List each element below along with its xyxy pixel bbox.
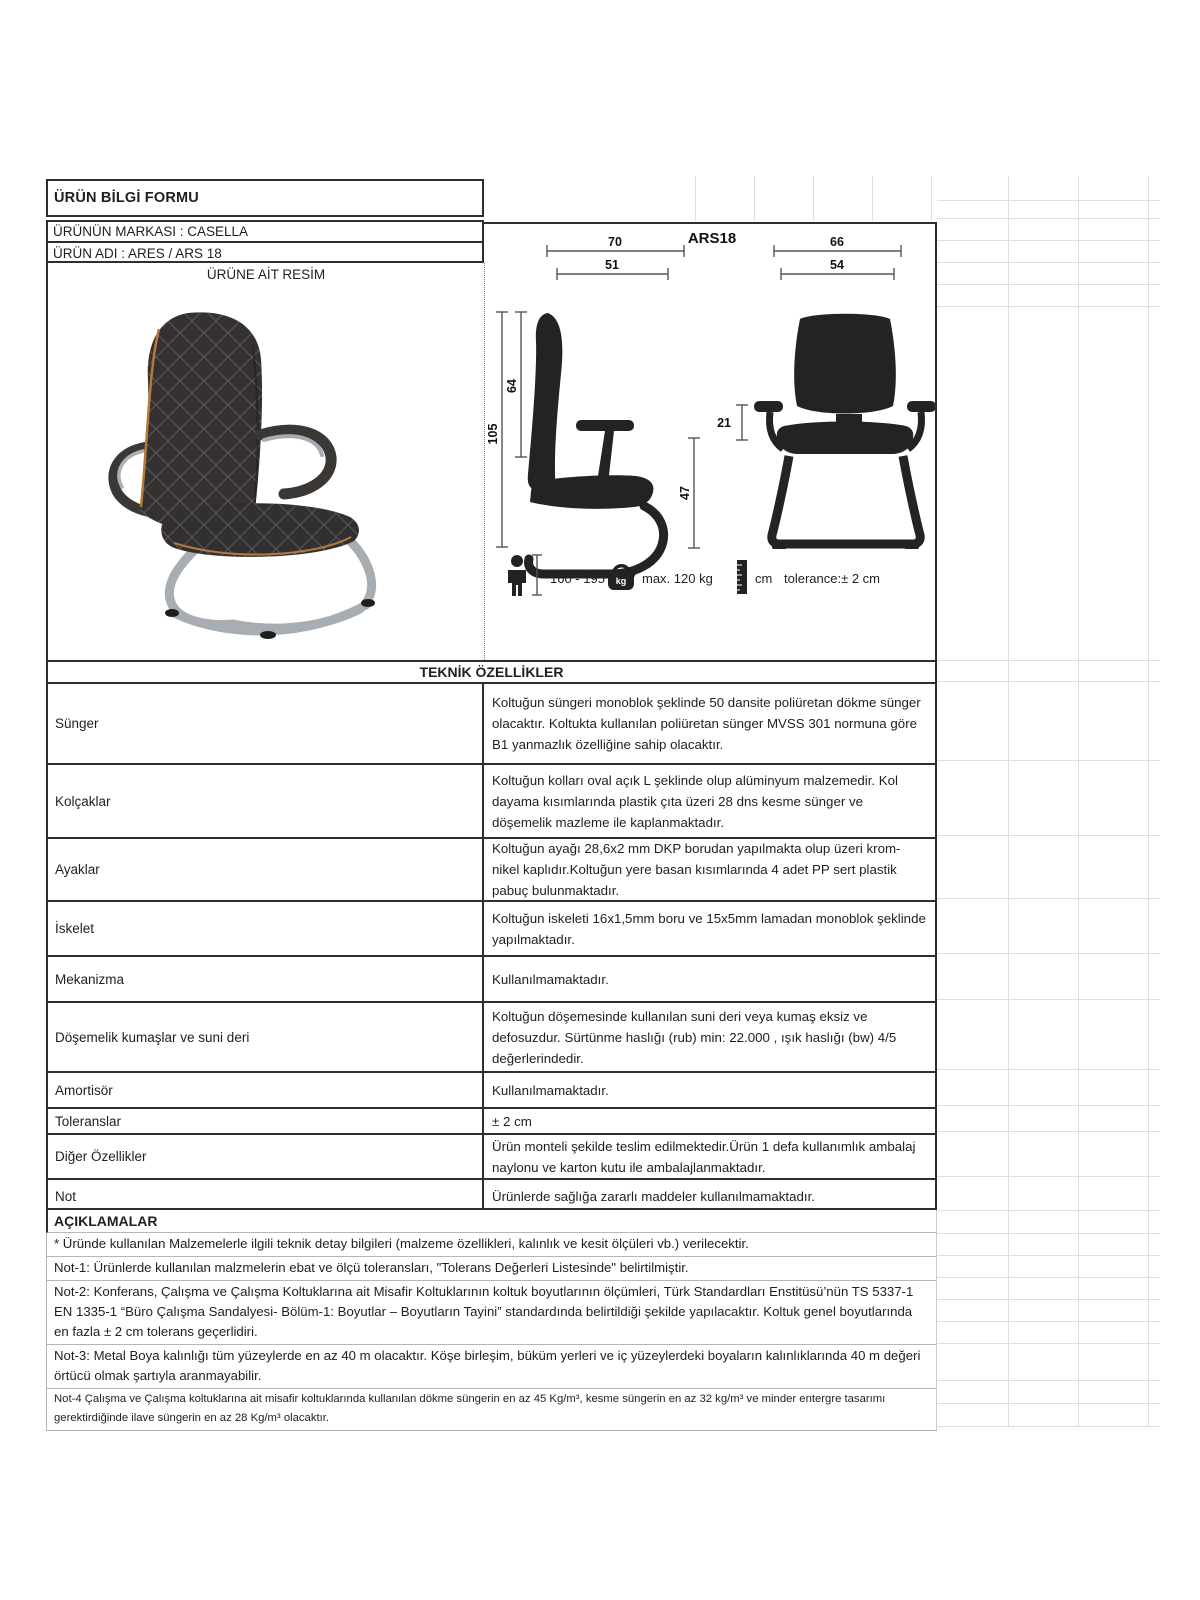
tech-spec-value: Koltuğun ayağı 28,6x2 mm DKP borudan yapılmakta olup üzeri krom-nikel kaplıdır.Koltuğun yere basan kısımlarında 4 adet PP sert plastik pabuç bulunmaktadır. bbox=[492, 841, 901, 898]
dim-side-width-top-value: 70 bbox=[608, 235, 622, 249]
note-row: Not-1: Ürünlerde kullanılan malzmelerin ebat ve ölçü toleransları, "Tolerans Değerleri Listesinde" belirtilmiştir. bbox=[46, 1257, 937, 1281]
dim-side-height-back-value: 64 bbox=[505, 379, 519, 393]
notes-list bbox=[46, 1233, 937, 1431]
dim-back-arm-height bbox=[736, 405, 748, 440]
note-row: Not-2: Konferans, Çalışma ve Çalışma Koltuklarına ait Misafir Koltuklarının koltuk boyutlarının ölçümleri, Türk Standardları Enstitüsü’nün TS 5337-1 EN 1335-1 “Büro Çalışma Sandalyesi- Bölüm-1: Boyutlar – Boyutların Tayini” standardında belirtildiği şekilde yapılacaktır. Koltuk genel boyutlarında en fazla ± 2 cm tolerans geçerlidiri. bbox=[46, 1281, 937, 1345]
back-view-drawing bbox=[754, 314, 935, 549]
tech-spec-label: Kolçaklar bbox=[48, 765, 484, 837]
form-title-box bbox=[46, 179, 484, 217]
dimension-diagram bbox=[484, 224, 935, 660]
tech-spec-row bbox=[48, 684, 935, 763]
near-armrest bbox=[260, 430, 331, 494]
dim-side-width-seat-value: 51 bbox=[605, 258, 619, 272]
tech-spec-label: Ayaklar bbox=[48, 839, 484, 900]
person-range-label: 160 - 195 bbox=[550, 571, 605, 586]
tech-spec-value: Koltuğun iskeleti 16x1,5mm boru ve 15x5mm lamadan monoblok şeklinde yapılmaktadır. bbox=[492, 910, 926, 947]
tech-spec-row bbox=[48, 1178, 935, 1210]
product-photo-cell bbox=[46, 285, 484, 660]
tech-spec-value: Koltuğun süngeri monoblok şeklinde 50 dansite poliüretan dökme sünger olacaktır. Koltukta kullanılan poliüretan sünger MVSS 301 normuna göre B1 yanmazlık özelliğine sahip olacaktır. bbox=[492, 695, 921, 752]
notes-section-title: AÇIKLAMALAR bbox=[46, 1210, 937, 1233]
dim-back-arm-height-value: 21 bbox=[717, 416, 731, 430]
chair-backrest bbox=[140, 312, 262, 531]
tech-spec-label: Amortisör bbox=[48, 1073, 484, 1107]
tech-spec-label: Diğer Özellikler bbox=[48, 1135, 484, 1178]
side-view-drawing bbox=[528, 313, 664, 578]
tech-spec-row bbox=[48, 763, 935, 837]
unit-label: cm bbox=[755, 571, 773, 586]
tech-spec-value: ± 2 cm bbox=[492, 1113, 532, 1129]
tech-spec-value: Ürün monteli şekilde teslim edilmektedir.Ürün 1 defa kullanımlık ambalaj naylonu ve karton kutu ile ambalajlanmaktadır. bbox=[492, 1138, 916, 1175]
tolerance-label: tolerance:± 2 cm bbox=[784, 571, 881, 586]
technical-specs-table bbox=[46, 660, 937, 1210]
dim-side-height-seat-value: 47 bbox=[678, 486, 692, 500]
chair-photo bbox=[48, 285, 484, 660]
dim-side-height-total-value: 105 bbox=[486, 423, 500, 445]
note-row: * Üründe kullanılan Malzemelerle ilgili teknik detay bilgileri (malzeme özellikleri, kalınlık ve kesit ölçüleri vb.) verilecektir. bbox=[46, 1233, 937, 1257]
tech-spec-value: Ürünlerde sağlığa zararlı maddeler kullanılmamaktadır. bbox=[492, 1188, 815, 1204]
person-icon bbox=[508, 555, 526, 596]
tech-specs-rows bbox=[48, 684, 935, 1210]
dim-back-width-seat-value: 54 bbox=[830, 258, 844, 272]
brand-row: ÜRÜNÜN MARKASI : CASELLA bbox=[48, 222, 482, 243]
cell-divider-dotted bbox=[484, 263, 485, 660]
tech-spec-label: Döşemelik kumaşlar ve suni deri bbox=[48, 1003, 484, 1071]
kg-badge-label: kg bbox=[615, 576, 627, 586]
tech-spec-value: Kullanılmamaktadır. bbox=[492, 1082, 609, 1098]
tech-spec-label: Sünger bbox=[48, 684, 484, 763]
form-title: ÜRÜN BİLGİ FORMU bbox=[54, 190, 199, 206]
tech-spec-row bbox=[48, 1001, 935, 1071]
max-weight-label: max. 120 kg bbox=[642, 571, 713, 586]
tech-spec-row bbox=[48, 900, 935, 955]
tech-spec-row bbox=[48, 1133, 935, 1178]
product-name-row: ÜRÜN ADI : ARES / ARS 18 bbox=[53, 245, 222, 261]
tech-spec-label: Mekanizma bbox=[48, 957, 484, 1001]
note-row: Not-3: Metal Boya kalınlığı tüm yüzeylerde en az 40 m olacaktır. Köşe birleşim, büküm yerleri ve iç yüzeylerdeki boyaların kalınlıklarında 40 m değeri örtücü olmak şartıyla aranmayabilir. bbox=[46, 1345, 937, 1389]
tech-spec-row bbox=[48, 1071, 935, 1107]
dim-back-width-top-value: 66 bbox=[830, 235, 844, 249]
tech-spec-label: Toleranslar bbox=[48, 1109, 484, 1133]
tech-spec-row bbox=[48, 837, 935, 900]
dimension-diagram-cell bbox=[484, 222, 937, 660]
tech-specs-title: TEKNİK ÖZELLİKLER bbox=[48, 662, 935, 684]
model-label: ARS18 bbox=[687, 230, 737, 247]
tech-spec-row bbox=[48, 955, 935, 1001]
tech-spec-label: Not bbox=[48, 1180, 484, 1210]
note-row: Not-4 Çalışma ve Çalışma koltuklarına ait misafir koltuklarında kullanılan dökme süngerin en az 45 Kg/m³, kesme süngerin en az 32 kg/m³ ve minder entergre tasarımı gerektirdiğinde ilave süngerin en az 28 Kg/m³ olacaktır. bbox=[46, 1389, 937, 1431]
chair-seat bbox=[161, 503, 359, 557]
tech-spec-value: Kullanılmamaktadır. bbox=[492, 971, 609, 987]
image-section-header: ÜRÜNE AİT RESİM bbox=[46, 263, 484, 285]
tech-spec-row bbox=[48, 1107, 935, 1133]
tech-spec-value: Koltuğun döşemesinde kullanılan suni deri veya kumaş eksiz ve defosuzdur. Sürtünme haslığı (rub) min: 22.000 , ışık haslığı (bw) 4/5 değerlerindedir. bbox=[492, 1008, 897, 1066]
ruler-icon bbox=[737, 560, 747, 594]
tech-spec-value: Koltuğun kolları oval açık L şeklinde olup alüminyum malzemedir. Kol dayama kısımlarında plastik çıta üzeri 28 dns kesme sünger ve döşemelik mazleme ile kaplanmaktadır. bbox=[492, 772, 899, 830]
tech-spec-label: İskelet bbox=[48, 902, 484, 955]
product-identity-box bbox=[46, 220, 484, 263]
